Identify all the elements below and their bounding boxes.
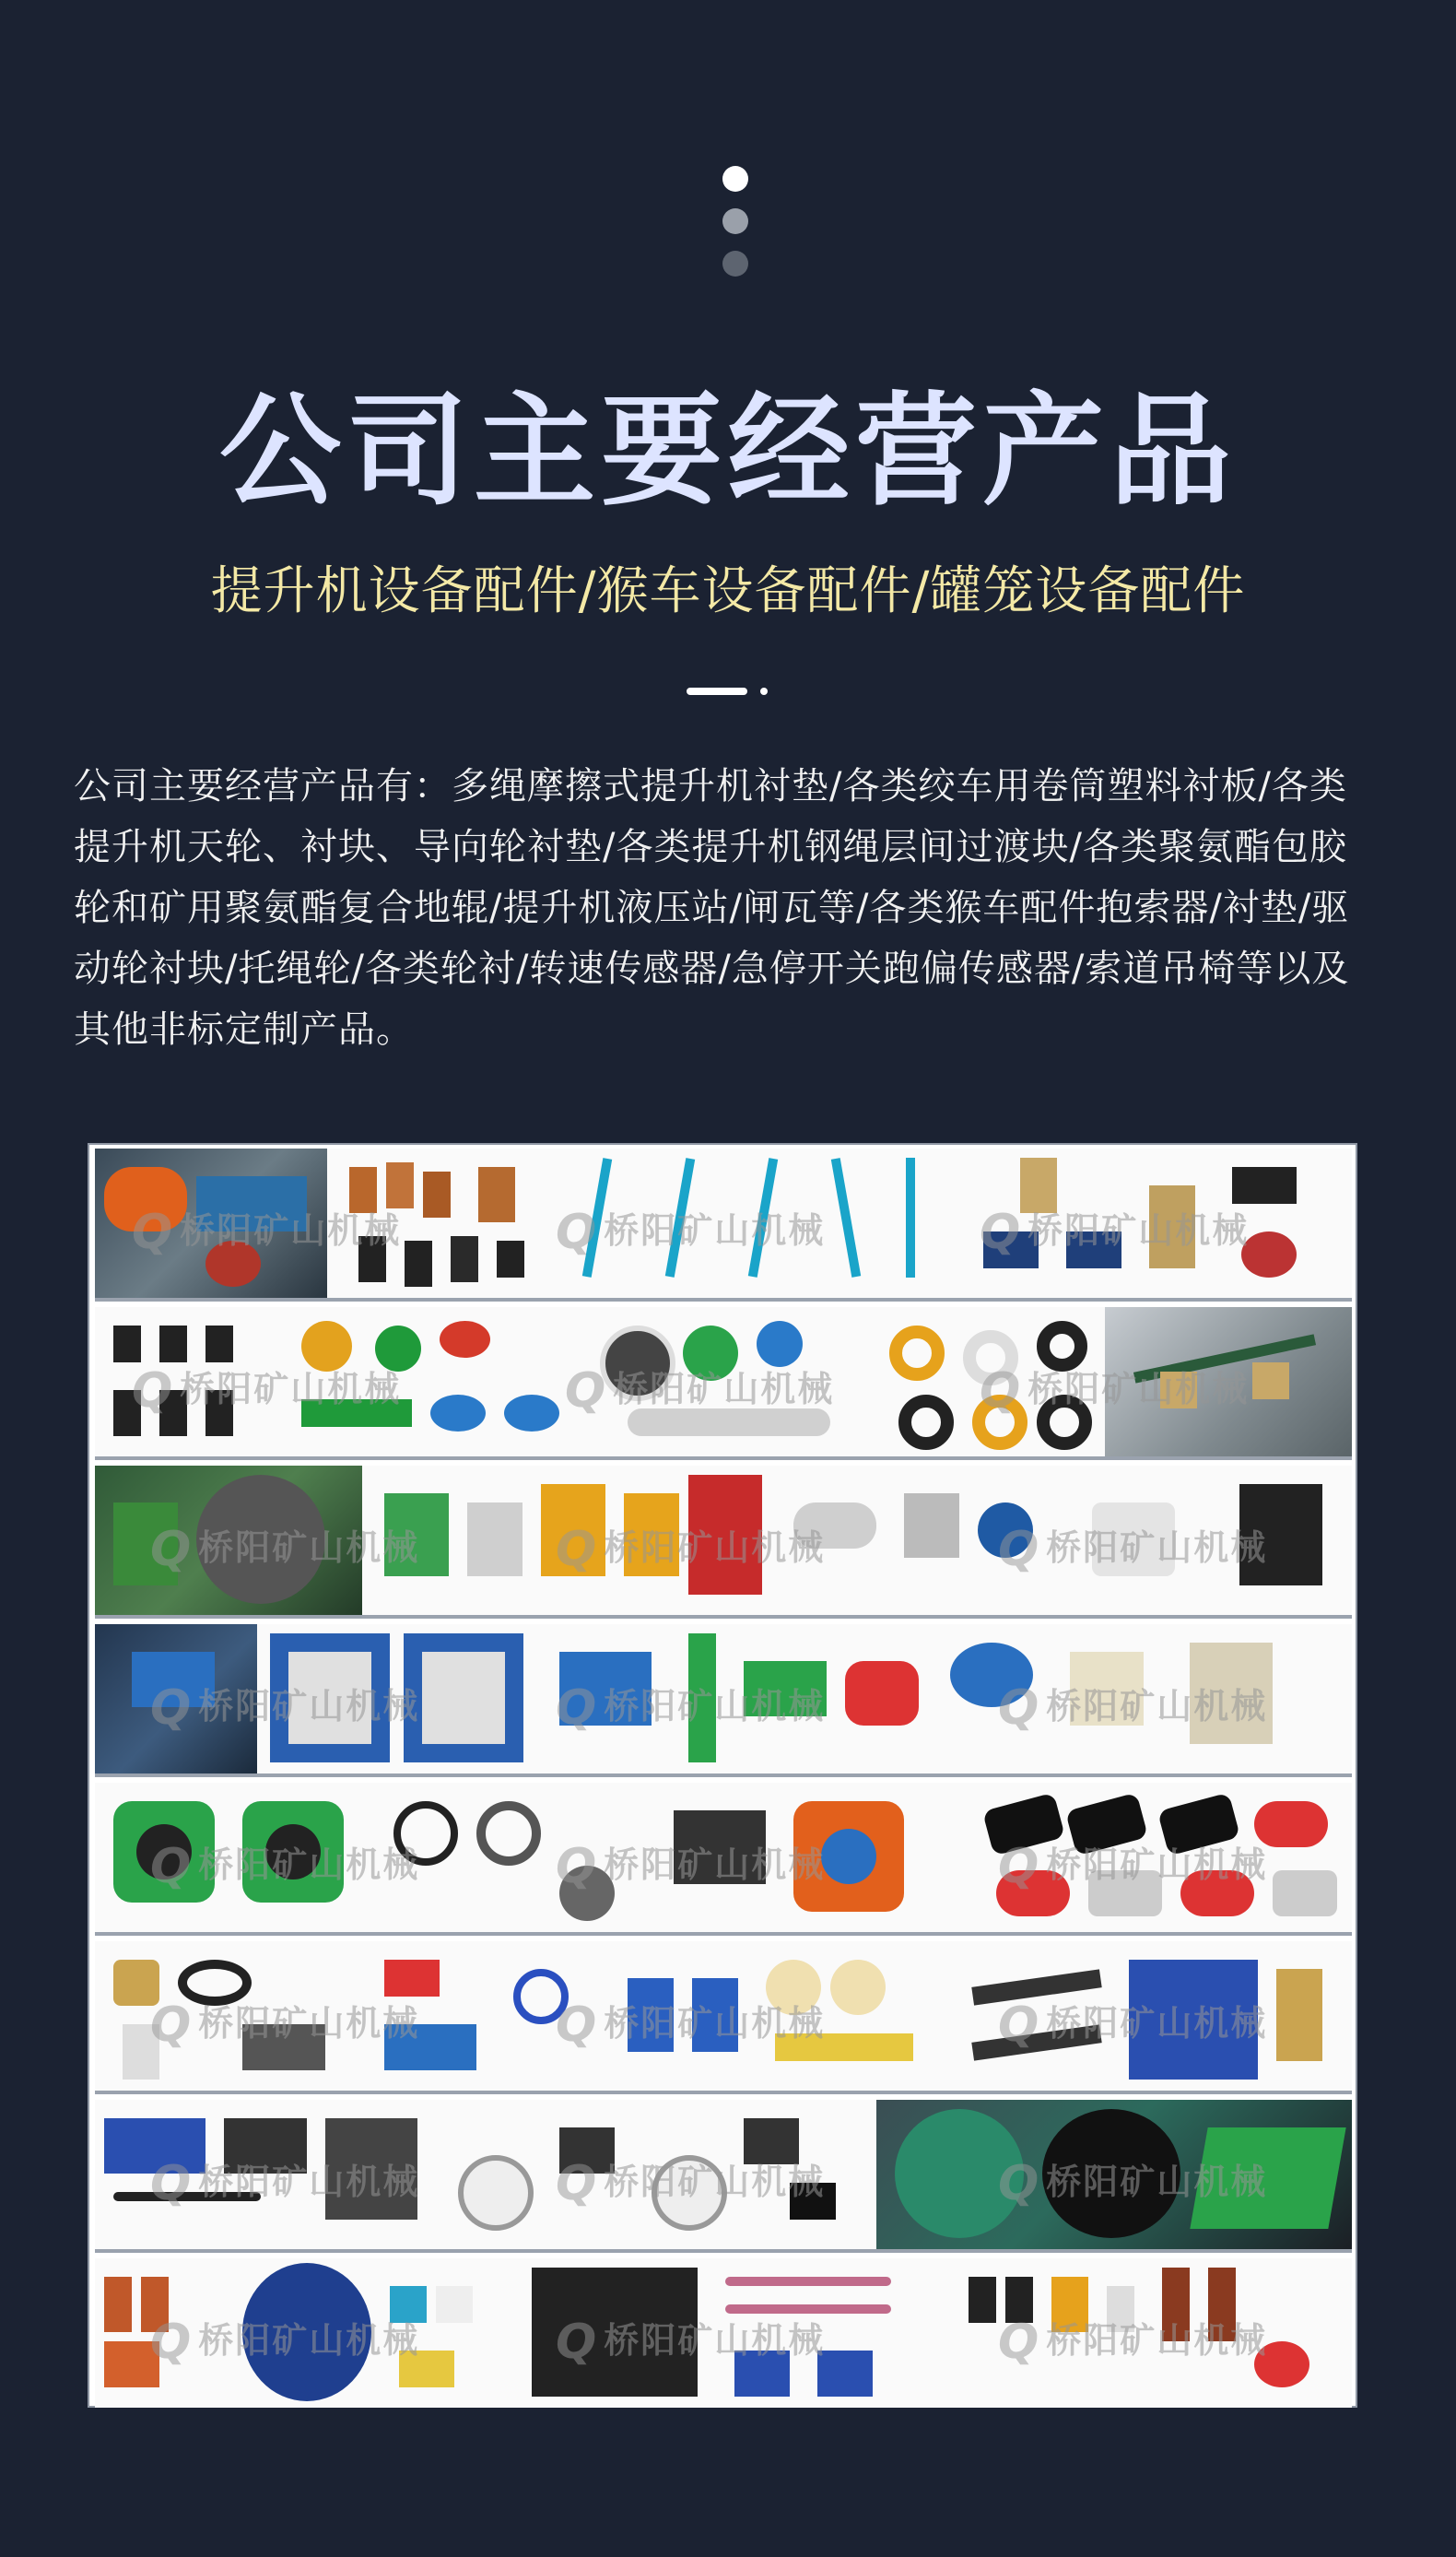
company-logo-icon: Q [998, 1522, 1041, 1577]
watermark: Q 桥阳矿山机械 [998, 2315, 1268, 2370]
title-divider [687, 688, 779, 697]
product-row-3 [95, 1466, 1352, 1619]
company-logo-icon: Q [556, 1680, 599, 1736]
watermark: Q 桥阳矿山机械 [556, 1205, 826, 1260]
watermark: Q 桥阳矿山机械 [980, 1205, 1250, 1260]
company-logo-icon: Q [556, 1839, 599, 1894]
indicator-dot-active [722, 166, 748, 192]
page-subtitle: 提升机设备配件/猴车设备配件/罐笼设备配件 [210, 561, 1246, 621]
product-row-8 [95, 2258, 1352, 2408]
product-row-4 [95, 1624, 1352, 1777]
watermark: Q 桥阳矿山机械 [132, 1205, 402, 1260]
watermark: Q 桥阳矿山机械 [150, 2156, 420, 2211]
company-logo-icon: Q [150, 1680, 194, 1736]
company-logo-icon: Q [556, 2156, 599, 2211]
company-logo-icon: Q [150, 2156, 194, 2211]
watermark: Q 桥阳矿山机械 [998, 1522, 1268, 1577]
company-logo-icon: Q [150, 1522, 194, 1577]
company-logo-icon: Q [556, 2315, 599, 2370]
product-row-2 [95, 1307, 1352, 1460]
company-logo-icon: Q [980, 1205, 1023, 1260]
company-logo-icon: Q [556, 1205, 599, 1260]
watermark: Q 桥阳矿山机械 [998, 2156, 1268, 2211]
product-image-grid [88, 1143, 1357, 2408]
product-row-1 [95, 1149, 1352, 1302]
watermark: Q 桥阳矿山机械 [998, 1997, 1268, 2053]
company-logo-icon: Q [150, 2315, 194, 2370]
watermark: Q 桥阳矿山机械 [998, 1680, 1268, 1736]
watermark: Q 桥阳矿山机械 [556, 1522, 826, 1577]
company-logo-icon: Q [998, 2156, 1041, 2211]
page-indicator-dots [722, 166, 750, 293]
watermark: Q 桥阳矿山机械 [150, 1997, 420, 2053]
watermark: Q 桥阳矿山机械 [150, 1522, 420, 1577]
product-row-5 [95, 1783, 1352, 1936]
watermark: Q 桥阳矿山机械 [556, 1839, 826, 1894]
watermark: Q 桥阳矿山机械 [980, 1363, 1250, 1419]
company-logo-icon: Q [556, 1997, 599, 2053]
product-description: 公司主要经营产品有：多绳摩擦式提升机衬垫/各类绞车用卷筒塑料衬板/各类提升机天轮、衬块、导向轮衬垫/各类提升机钢绳层间过渡块/各类聚氨酯包胶轮和矿用聚氨酯复合地辊/提升机液压站/闸瓦等/各类猴车配件抱索器/衬垫/驱动轮衬块/托绳轮/各类轮衬/转速传感器/急停开关跑偏传感器/索道吊椅等以及其他非标定制产品。 [74, 765, 1350, 1051]
company-logo-icon: Q [980, 1363, 1023, 1419]
company-logo-icon: Q [998, 1680, 1041, 1736]
watermark: Q 桥阳矿山机械 [556, 2315, 826, 2370]
watermark: Q 桥阳矿山机械 [132, 1363, 402, 1419]
company-logo-icon: Q [556, 1522, 599, 1577]
company-logo-icon: Q [132, 1205, 175, 1260]
watermark: Q 桥阳矿山机械 [998, 1839, 1268, 1894]
watermark: Q 桥阳矿山机械 [150, 1839, 420, 1894]
page-title: 公司主要经营产品 [219, 381, 1237, 523]
indicator-dot [722, 208, 748, 234]
watermark: Q 桥阳矿山机械 [556, 2156, 826, 2211]
watermark: Q 桥阳矿山机械 [565, 1363, 835, 1419]
company-logo-icon: Q [565, 1363, 608, 1419]
watermark: Q 桥阳矿山机械 [556, 1680, 826, 1736]
company-logo-icon: Q [998, 1839, 1041, 1894]
company-logo-icon: Q [998, 1997, 1041, 2053]
company-logo-icon: Q [998, 2315, 1041, 2370]
company-logo-icon: Q [150, 1997, 194, 2053]
product-row-7 [95, 2100, 1352, 2253]
watermark: Q 桥阳矿山机械 [556, 1997, 826, 2053]
company-logo-icon: Q [132, 1363, 175, 1419]
product-row-6 [95, 1941, 1352, 2094]
watermark: Q 桥阳矿山机械 [150, 1680, 420, 1736]
company-logo-icon: Q [150, 1839, 194, 1894]
indicator-dot [722, 251, 748, 277]
watermark: Q 桥阳矿山机械 [150, 2315, 420, 2370]
